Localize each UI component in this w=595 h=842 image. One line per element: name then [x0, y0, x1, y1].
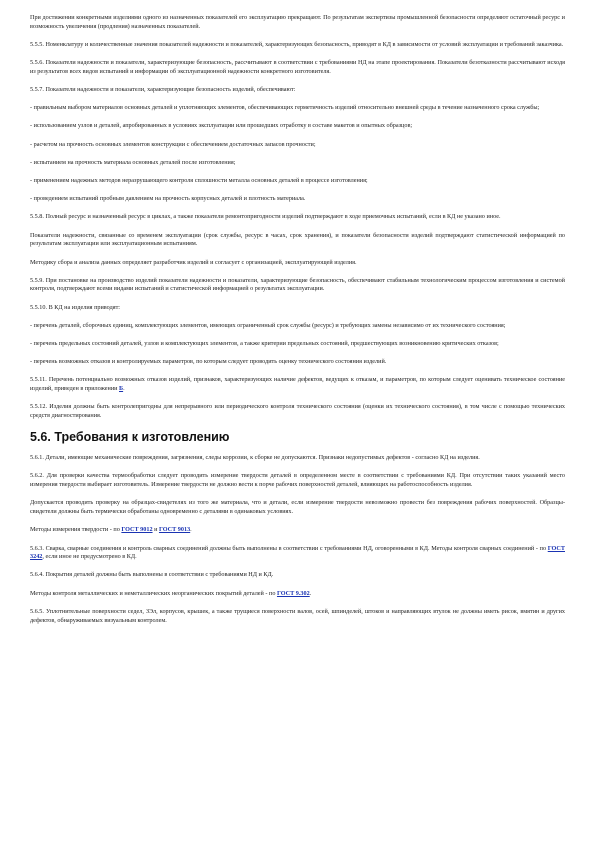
list-item: - расчетом на прочность основных элементов конструкции с обеспечением достаточных запасов прочности;: [30, 140, 316, 148]
paragraph-text: .: [309, 589, 312, 597]
paragraph-text: Методы измерения твердости - по: [30, 526, 122, 534]
paragraph-text: , если иное не предусмотрено в КД.: [42, 553, 137, 561]
list-item: - перечень возможных отказов и контролируемых параметров, по которым следует проводить оценку технического состояния изделий.: [30, 358, 387, 366]
paragraph: Допускается проводить проверку на образцах-свидетелях из того же материала, что и детали, если измерение твердости невозможно провести без повреждения рабочих поверхностей. Образцы-свидетели должны быть термически обработаны одновременно с деталями в одинаковых условиях.: [30, 499, 565, 516]
paragraph-5-5-8: 5.5.8. Полный ресурс и назначенный ресурс в циклах, а также показатели ремонтопригодности изделий подтверждают в ходе приемочных испытаний, если в КД не указано иное.: [30, 213, 501, 221]
gost-9-302-link[interactable]: ГОСТ 9.302: [276, 589, 310, 597]
paragraph-5-6-4: 5.6.4. Покрытия деталей должны быть выполнены в соответствии с требованиями НД и КД.: [30, 571, 274, 579]
list-item: - проведением испытаний пробным давлением на прочность корпусных деталей и плотность материала.: [30, 195, 306, 203]
paragraph-5-5-10: 5.5.10. В КД на изделия приводят:: [30, 303, 120, 311]
paragraph-5-5-12: 5.5.12. Изделия должны быть контролепригодны для непрерывного или периодического контроля технического состояния (оценки их технического состояния), в том числе с помощью технических средств диагностирования.: [30, 403, 565, 420]
paragraph-5-6-1: 5.6.1. Детали, имеющие механические повреждения, загрязнения, следы коррозии, к сборке не допускаются. Признаки недопустимых дефектов - согласно КД на изделия.: [30, 454, 480, 462]
paragraph-5-6-2: 5.6.2. Для проверки качества термообработки следует проводить измерение твердости деталей в определенном месте в соответствии с требованиями КД. При отсутствии таких указаний место измерения твердости выбирает изготовитель. Измерение твердости не должно вести к порче рабочих поверхностей деталей, влияющих на работоспособность изделия.: [30, 472, 565, 489]
paragraph-5-5-5: 5.5.5. Номенклатуру и количественные значения показателей надежности и показателей, характеризующих безопасность, приводят в КД в зависимости от условий эксплуатации и требований заказчика.: [30, 40, 564, 48]
paragraph-5-5-9: 5.5.9. При постановке на производство изделий показатели надежности и показатели, характеризующие безопасность, обеспечивают стабильным технологическим процессом изготовления и системой контроля, подтверждают всеми видами испытаний и статистической информацией о результатах эксплуатации.: [30, 276, 565, 293]
paragraph: [30, 526, 565, 535]
paragraph: Показатели надежности, связанные со временем эксплуатации (срок службы, ресурс в часах, срок хранения), и показатели безопасности изделий подтверждают статистической информацией по результатам эксплуатации или эксплуатационным испытаниям.: [30, 231, 565, 248]
paragraph: При достижении конкретными изделиями одного из назначенных показателей его эксплуатацию прекращают. По результатам экспертизы промышленной безопасности определяют остаточный ресурс и возможность увеличения (продления) назначенных показателей.: [30, 14, 565, 30]
list-item: - применением надежных методов неразрушающего контроля сплошности металла основных деталей в процессе изготовления;: [30, 177, 368, 185]
list-item: - использованием узлов и деталей, апробированных в условиях эксплуатации или прошедших отработку в составе макетов и опытных образцов;: [30, 122, 413, 130]
paragraph-5-6-5: 5.6.5. Уплотнительные поверхности седел, ЗЭл, корпусов, крышек, а также трущиеся поверхности валов, осей, шпинделей, штоков и направляющих втулок не должны иметь рисок, вмятин и других дефектов, обнаруживаемых визуальным контролем.: [30, 607, 565, 624]
list-item: - перечень предельных состояний деталей, узлов и комплектующих элементов, а также критерии предельных состояний, предшествующих возникновению критических отказов;: [30, 340, 499, 348]
paragraph-5-5-6: 5.5.6. Показатели надежности и показатели, характеризующие безопасность, рассчитывают в соответствии с требованиями НД на этапе проектирования. Показатели безотказности рассчитывают исходя из результатов всех видов испытаний и информации об эксплуатационной надежности конкретного изготовителя.: [30, 59, 565, 75]
gost-9012-link[interactable]: ГОСТ 9012: [121, 526, 153, 534]
paragraph-5-5-7: 5.5.7. Показатели надежности и показатели, характеризующие безопасность изделий, обеспечивают:: [30, 86, 296, 94]
list-item: - перечень деталей, сборочных единиц, комплектующих элементов, имеющих ограниченный срок службы (ресурс) и требующих замены независимо от их технического состояния;: [30, 321, 506, 329]
list-item: - испытанием на прочность материала основных деталей после изготовления;: [30, 158, 236, 166]
paragraph-text: .: [123, 385, 125, 393]
paragraph-text: 5.6.3. Сварка, сварные соединения и контроль сварных соединений должны быть выполнены в соответствии с требованиями НД, оговоренными в КД. Методы контроля сварных соединений - по: [30, 544, 548, 552]
paragraph: Методику сбора и анализа данных определяет разработчик изделий и согласует с организацией, эксплуатирующей изделия.: [30, 258, 357, 266]
appendix-b-link[interactable]: Б: [119, 385, 124, 393]
paragraph-5-6-3: [30, 545, 565, 562]
list-item: - правильным выбором материалов основных деталей и уплотняющих элементов, обеспечивающих герметичность изделий относительно внешней среды в течение назначенного срока службы;: [30, 104, 540, 112]
paragraph-text: и: [152, 526, 159, 534]
gost-9013-link[interactable]: ГОСТ 9013: [158, 526, 191, 534]
section-heading: 5.6. Требования к изготовлению: [30, 430, 230, 445]
gost-3242-link[interactable]: ГОСТ 3242: [30, 544, 565, 561]
paragraph-5-5-11: [30, 376, 565, 393]
paragraph-text: 5.5.11. Перечень потенциально возможных отказов изделий, признаков, характеризующих наличие дефектов, ведущих к отказам, и параметров, по которым следует оценивать техническое состояние изделий, приведен в приложении: [30, 376, 565, 393]
paragraph-text: Методы контроля металлических и неметаллических неорганических покрытий деталей - по: [30, 589, 277, 597]
paragraph: [30, 590, 565, 599]
paragraph-text: .: [190, 526, 192, 534]
